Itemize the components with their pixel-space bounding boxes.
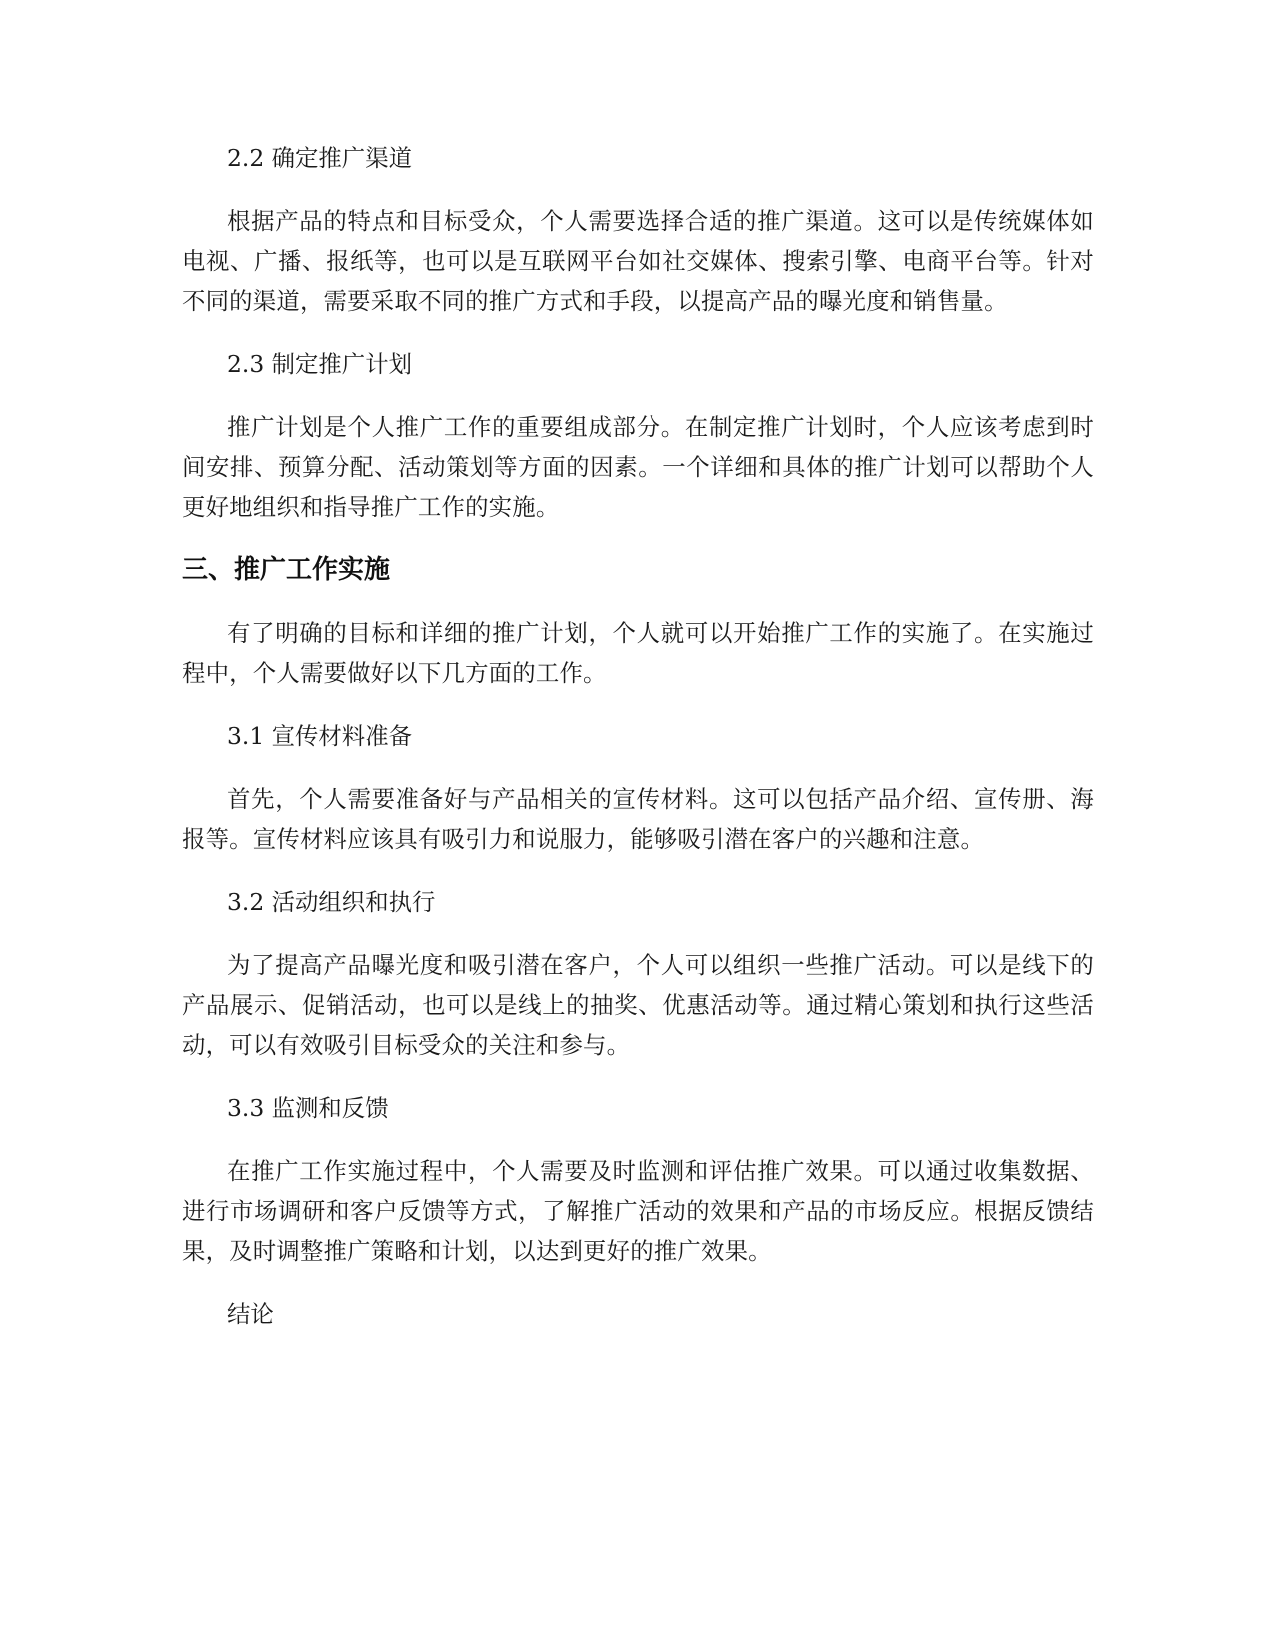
paragraph-monitoring: 在推广工作实施过程中，个人需要及时监测和评估推广效果。可以通过收集数据、进行市场调研和客户反馈等方式，了解推广活动的效果和产品的市场反应。根据反馈结果，及时调整推广策略和计划，以达到更好的推广效果。: [182, 1157, 1094, 1265]
subhead-conclusion: 结论: [227, 1300, 274, 1328]
subhead-3-3: 3.3 监测和反馈: [227, 1094, 389, 1122]
paragraph-plan: 推广计划是个人推广工作的重要组成部分。在制定推广计划时，个人应该考虑到时间安排、预算分配、活动策划等方面的因素。一个详细和具体的推广计划可以帮助个人更好地组织和指导推广工作的实施。: [182, 413, 1094, 521]
document-page: [182, 138, 1094, 1357]
paragraph-implementation: 有了明确的目标和详细的推广计划，个人就可以开始推广工作的实施了。在实施过程中，个人需要做好以下几方面的工作。: [182, 619, 1094, 687]
subhead-2-3: 2.3 制定推广计划: [227, 350, 412, 378]
section-heading-3: 三、推广工作实施: [182, 555, 391, 585]
subhead-3-1: 3.1 宣传材料准备: [227, 722, 412, 750]
paragraph-channels: 根据产品的特点和目标受众，个人需要选择合适的推广渠道。这可以是传统媒体如电视、广播、报纸等，也可以是互联网平台如社交媒体、搜索引擎、电商平台等。针对不同的渠道，需要采取不同的推广方式和手段，以提高产品的曝光度和销售量。: [182, 207, 1094, 315]
paragraph-activities: 为了提高产品曝光度和吸引潜在客户，个人可以组织一些推广活动。可以是线下的产品展示、促销活动，也可以是线上的抽奖、优惠活动等。通过精心策划和执行这些活动，可以有效吸引目标受众的关注和参与。: [182, 951, 1094, 1059]
subhead-2-2: 2.2 确定推广渠道: [227, 144, 412, 172]
subhead-3-2: 3.2 活动组织和执行: [227, 888, 436, 916]
paragraph-materials: 首先，个人需要准备好与产品相关的宣传材料。这可以包括产品介绍、宣传册、海报等。宣传材料应该具有吸引力和说服力，能够吸引潜在客户的兴趣和注意。: [182, 785, 1094, 853]
